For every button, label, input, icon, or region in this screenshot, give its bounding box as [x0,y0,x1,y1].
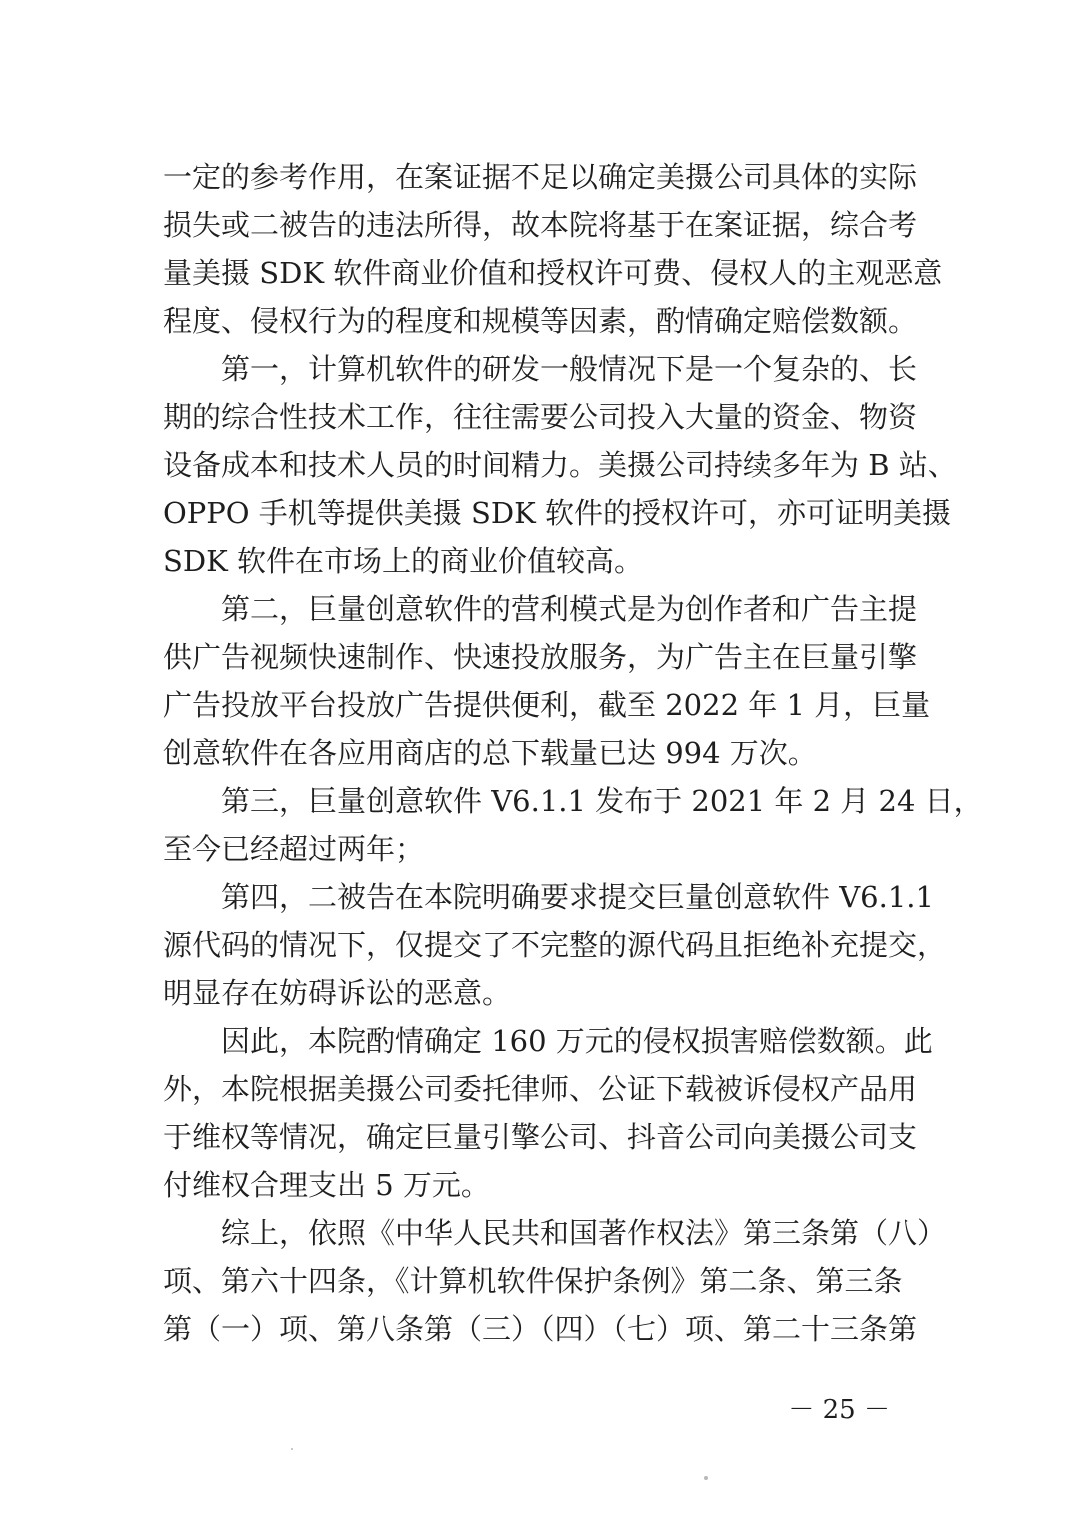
text-line: 明显存在妨碍诉讼的恶意。 [163,976,512,1010]
text-line: 设备成本和技术人员的时间精力。美摄公司持续多年为 B 站、 [163,448,957,482]
text-line: 第（一）项、第八条第（三）（四）（七）项、第二十三条第 [163,1312,918,1346]
text-line: 项、第六十四条，《计算机软件保护条例》第二条、第三条 [163,1264,903,1298]
text-line: 期的综合性技术工作，往往需要公司投入大量的资金、物资 [163,400,918,434]
text-line: SDK 软件在市场上的商业价值较高。 [163,544,644,578]
text-line: 外，本院根据美摄公司委托律师、公证下载被诉侵权产品用 [163,1072,918,1106]
scan-speck [291,1448,293,1450]
text-line: 因此，本院酌情确定 160 万元的侵权损害赔偿数额。此 [221,1024,933,1058]
text-line: 付维权合理支出 5 万元。 [163,1168,490,1202]
text-line: 综上，依照《中华人民共和国著作权法》第三条第（八） [221,1216,947,1250]
scan-speck [704,1476,708,1480]
text-line: 于维权等情况，确定巨量引擎公司、抖音公司向美摄公司支 [163,1120,918,1154]
text-line: 广告投放平台投放广告提供便利，截至 2022 年 1 月，巨量 [163,688,931,722]
text-line: 至今已经超过两年； [163,832,425,866]
text-line: 第四，二被告在本院明确要求提交巨量创意软件 V6.1.1 [221,880,934,914]
text-line: 程度、侵权行为的程度和规模等因素，酌情确定赔偿数额。 [163,304,918,338]
text-line: 量美摄 SDK 软件商业价值和授权许可费、侵权人的主观恶意 [163,256,943,290]
text-line: 源代码的情况下，仅提交了不完整的源代码且拒绝补充提交， [163,928,947,962]
text-line: 创意软件在各应用商店的总下载量已达 994 万次。 [163,736,817,770]
text-line: 损失或二被告的违法所得，故本院将基于在案证据，综合考 [163,208,918,242]
text-line: 第三，巨量创意软件 V6.1.1 发布于 2021 年 2 月 24 日， [221,784,983,818]
page-number: － 25 － [788,1395,890,1425]
text-line: 第二，巨量创意软件的营利模式是为创作者和广告主提 [221,592,918,626]
text-line: OPPO 手机等提供美摄 SDK 软件的授权许可，亦可证明美摄 [163,496,952,530]
text-line: 供广告视频快速制作、快速投放服务，为广告主在巨量引擎 [163,640,918,674]
text-line: 第一，计算机软件的研发一般情况下是一个复杂的、长 [221,352,918,386]
text-line: 一定的参考作用，在案证据不足以确定美摄公司具体的实际 [163,160,918,194]
